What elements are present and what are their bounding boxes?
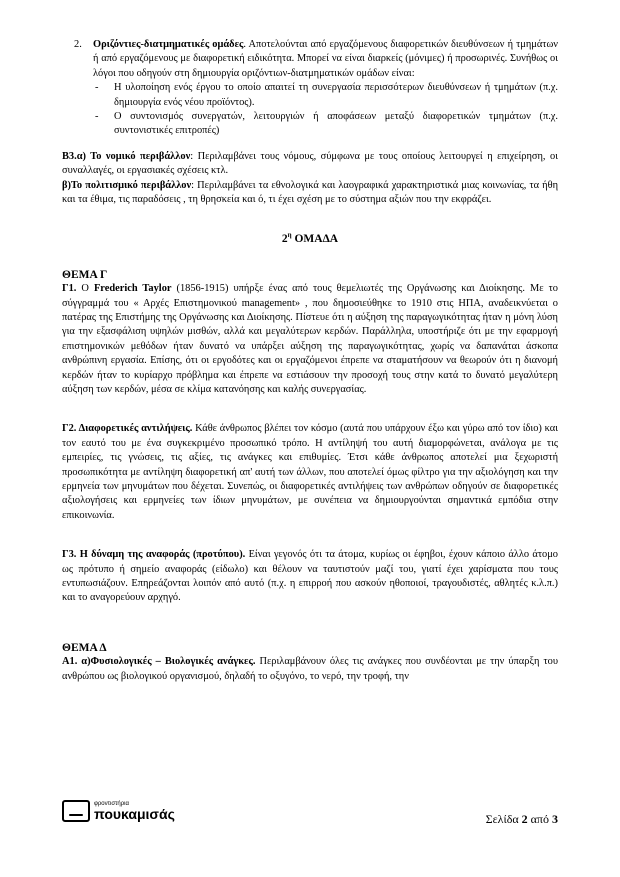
page-of: από — [530, 812, 549, 826]
theme-heading: ΘΕΜΑ Δ — [62, 641, 107, 654]
list-item — [62, 81, 558, 110]
page-number — [486, 812, 558, 827]
list-item-2 — [62, 38, 558, 81]
paragraph-b3b — [62, 179, 558, 208]
term: β)Το πολιτισμικό περιβάλλον — [62, 179, 192, 191]
text: Ο συντονισμός συνεργατών, λειτουργιών ή αποφάσεων μεταξύ διαφορετικών τμημάτων (π.χ. συντονιστικές επιτροπές) — [114, 111, 558, 137]
term: Γ1. — [62, 283, 77, 295]
term: Γ3. Η δύναμη της αναφοράς (προτύπου). — [62, 549, 246, 561]
text: Ο — [81, 283, 89, 295]
text: Είναι γεγονός ότι τα άτομα, κυρίως οι έφηβοι, έχουν κάποιο άλλο άτομο ως πρότυπο ή σημείο αναφοράς (είδωλο) και θέλουν να ταυτιστούν μαζί του, γιατί έχει χαρίσματα που τους εντυπωσιάζουν. Επηρεάζονται λοιπόν από αυτό (π.χ. η επιρροή που ασκούν ηθοποιοί, τραγουδιστές, αθλητές κ.λ.π.) και το αναγορεύουν αρχηγό. — [62, 549, 558, 604]
page-total: 3 — [552, 812, 558, 826]
term: Frederich Taylor — [93, 283, 172, 295]
superscript: η — [287, 231, 292, 240]
paragraph-b3a — [62, 150, 558, 179]
theme-heading: ΘΕΜΑ Γ — [62, 268, 108, 281]
text: . Αποτελούνται από εργαζόμενους διαφορετικών διευθύνσεων ή τμημάτων ή από εργαζόμενους με διαφορετική ειδικότητα. Μπορεί να είναι διαρκείς (μόνιμες) ή προσωρινές. Συνήθως οι λόγοι που οδηγούν στη δημιουργία οριζόντιων-διατμηματικών ομάδων είναι: — [93, 39, 558, 79]
logo-icon — [62, 800, 90, 822]
text: Περιλαμβάνουν όλες τις ανάγκες που συνδέονται με την ύπαρξη του ανθρώπου ως βιολογικού οργανισμού, δηλαδή το οξυγόνο, το νερό, την τροφή, την — [62, 656, 558, 682]
page-label: Σελίδα — [485, 812, 519, 826]
group-word: ΟΜΑΔΑ — [294, 233, 339, 246]
publisher-logo — [62, 800, 175, 822]
text: Η υλοποίηση ενός έργου το οποίο απαιτεί τη συνεργασία περισσότερων διευθύνσεων ή τμημάτων (π.χ. δημιουργία ενός νέου προϊόντος). — [114, 82, 558, 108]
text: : Περιλαμβάνει τους νόμους, σύμφωνα με τους οποίους λειτουργεί η επιχείρηση, οι συναλλαγές, οι εργασιακές σχέσεις κτλ. — [62, 150, 558, 177]
logo-subtitle: φροντιστήρια — [94, 801, 129, 807]
page-footer — [62, 800, 558, 830]
paragraph-g3 — [62, 548, 558, 606]
paragraph-g2 — [62, 422, 558, 523]
list-number: 2. — [74, 39, 82, 50]
text: : Περιλαμβάνει τα εθνολογικά και λαογραφικά χαρακτηριστικά μιας κοινωνίας, τα ήθη και τα έθιμα, τις παραδόσεις , τη θρησκεία και ό, τι έχει σχέση με το σύστημα αξιών που την εκφράζει. — [62, 179, 559, 206]
group-title — [62, 228, 558, 246]
dash-marker: - — [95, 111, 99, 123]
text: (1856-1915) υπήρξε ένας από τους θεμελιωτές της Οργάνωσης και Διοίκησης. Με το σύγγραμμά του « Αρχές Επιστημονικού management» , που δημοσιεύθηκε το 1910 στις ΗΠΑ, αναδεικνύεται ο πατέρας της Επιστήμης της Οργάνωσης και Διοίκησης. Πίστευε ότι η αύξηση της παραγωγικότητας ήταν η μόνη λύση για την εξασφάλιση υψηλών μισθών, αλλά και μεγαλύτερων κερδών. Παράλληλα, υποστήριζε ότι με την εφαρμογή επιστημονικών μεθόδων ήταν δυνατό να υπάρξει αύξηση της παραγωγικότητας, χωρίς να δαπανάται άσκοπα ανθρώπινη εργασία. Επίσης, ότι οι εργοδότες και οι εργαζόμενοι έπρεπε να σταματήσουν να θεωρούν ότι η διανομή κερδών ήταν το κυρίαρχο πρόβλημα και έπρεπε να εστιάσουν την προσοχή τους στην κατά το δυνατό μεγαλύτερη αύξηση των κερδών, μέσα σε κλίμα κατανόησης και καλής συνεργασίας. — [62, 283, 558, 395]
logo-name: πουκαμισάς — [94, 806, 175, 822]
document-page — [62, 38, 558, 684]
term: Α1. α)Φυσιολογικές – Βιολογικές ανάγκες. — [62, 656, 256, 668]
dash-marker: - — [95, 82, 99, 94]
term: Οριζόντιες-διατμηματικές ομάδες — [93, 39, 244, 50]
text: Κάθε άνθρωπος βλέπει τον κόσμο (αυτά που υπάρχουν έξω και γύρω από τον ίδιο) και τον εαυτό του με ένα συγκεκριμένο προσωπικό τρόπο. Η αντίληψή του αυτή διαμορφώνεται, ανάλογα με τις εμπειρίες, τις γνώσεις, τις αξίες, τις ανάγκες και επιθυμίες. Έτσι κάθε άνθρωπος αποτελεί μια ξεχωριστή προσωπικότητα με αντίληψη διαφορετική απ' αυτή των άλλων, που αποτελεί όμως φίλτρο για την αξιολόγηση και την ερμηνεία των μηνυμάτων που δέχεται. Συνεπώς, οι διαφορετικές αντιλήψεις των ανθρώπων οδηγούν σε διαφορετικές αξιολογήσεις και ερμηνείες των ίδιων μηνυμάτων, με συνέπεια να δημιουργούνται σημαντικά εμπόδια στην επικοινωνία. — [62, 423, 559, 521]
paragraph-g1 — [62, 282, 558, 397]
group-number: 2 — [281, 233, 288, 246]
term: Γ2. Διαφορετικές αντιλήψεις. — [62, 423, 193, 435]
page-current: 2 — [521, 812, 528, 826]
list-item — [62, 110, 558, 139]
paragraph-a1 — [62, 655, 558, 684]
paragraph — [93, 38, 558, 81]
term: Β3.α) Το νομικό περιβάλλον — [62, 150, 191, 162]
dash-list — [62, 81, 558, 139]
